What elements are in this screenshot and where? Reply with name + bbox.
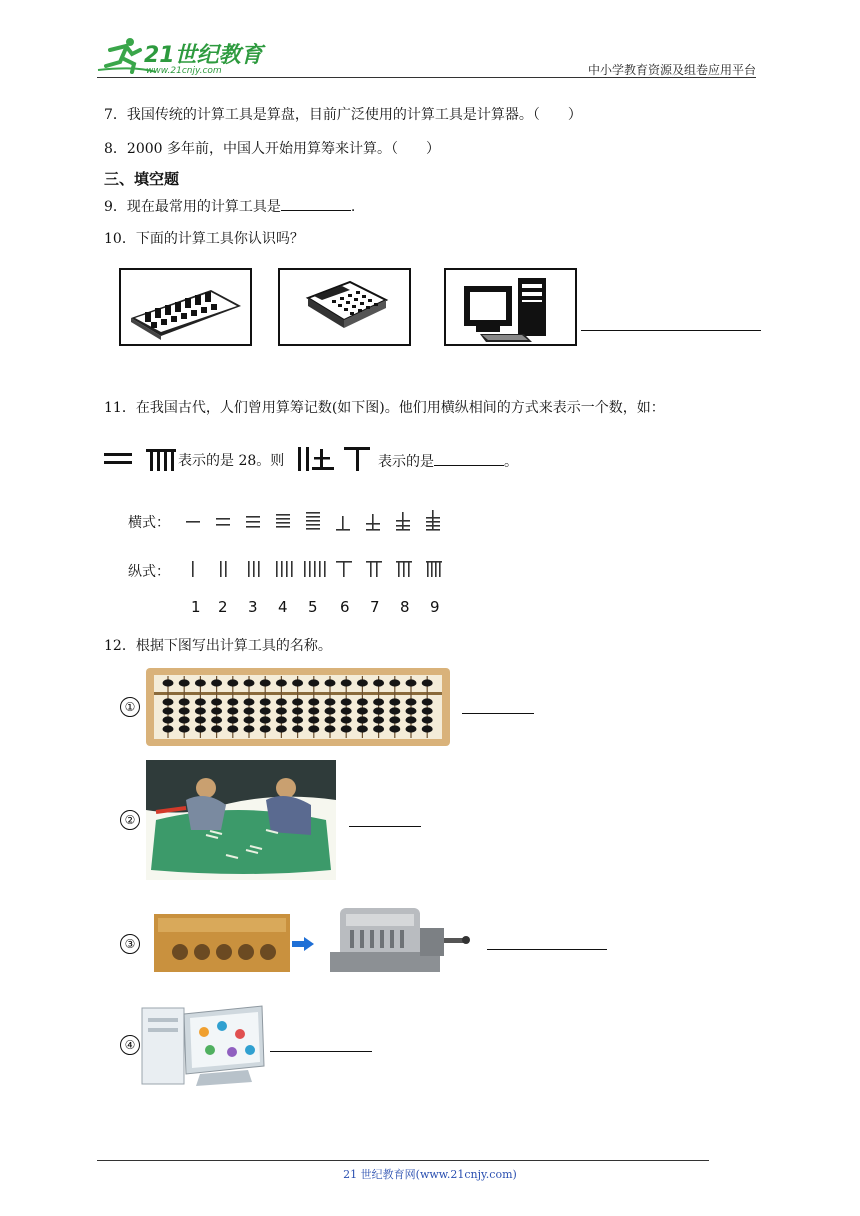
- section-title-fill-in: 三、填空题: [104, 170, 180, 188]
- digit-5: 5: [308, 598, 318, 616]
- horizontal-row-label: 横式：: [128, 515, 170, 531]
- ancient-scene-icon: [146, 760, 336, 880]
- digit-7: 7: [370, 598, 380, 616]
- counting-rods-scene: [146, 760, 336, 880]
- counting-rods-28-icon: [104, 445, 179, 475]
- computer-icon: [446, 270, 575, 344]
- item-number-3: ③: [120, 934, 140, 954]
- abacus-photo-icon: [146, 668, 450, 746]
- item-number-4: ④: [120, 1035, 140, 1055]
- answer-line-12-3[interactable]: [487, 949, 607, 950]
- digit-4: 4: [278, 598, 288, 616]
- logo-url: www.21cnjy.com: [146, 66, 222, 76]
- question-9-text: 9．现在最常用的计算工具是: [104, 199, 281, 215]
- abacus-picture: [119, 268, 252, 346]
- question-11-end: [378, 451, 518, 472]
- horizontal-rods-icon: [180, 508, 450, 536]
- vertical-rods-icon: [180, 556, 450, 584]
- answer-line-12-2[interactable]: [349, 826, 421, 827]
- counting-rods-question-icon: [296, 443, 378, 475]
- computer-picture: [444, 268, 577, 346]
- digit-8: 8: [400, 598, 410, 616]
- question-11-end-text: 表示的是: [378, 454, 434, 470]
- vertical-row-label: 纵式：: [128, 564, 170, 580]
- header-divider: [97, 77, 756, 78]
- item-number-1: ①: [120, 697, 140, 717]
- horizontal-rods: [180, 508, 450, 536]
- mechanical-calculator-photo: [320, 902, 470, 978]
- vertical-rods: [180, 556, 450, 584]
- abacus-icon: [121, 270, 250, 344]
- calculator-icon: [280, 270, 409, 344]
- pascaline-icon: [154, 914, 290, 972]
- answer-blank-11[interactable]: [434, 451, 504, 466]
- question-11-period: 。: [504, 454, 518, 470]
- digit-6: 6: [340, 598, 350, 616]
- footer-divider: [97, 1160, 709, 1161]
- desktop-computer-icon: [140, 1004, 266, 1088]
- answer-line-10[interactable]: [581, 330, 761, 331]
- item-number-2: ②: [120, 810, 140, 830]
- question-11: 11．在我国古代，人们曾用算筹记数(如下图)。他们用横纵相间的方式来表示一个数，如：: [104, 400, 665, 416]
- answer-line-12-1[interactable]: [462, 713, 534, 714]
- question-12: 12．根据下图写出计算工具的名称。: [104, 638, 332, 654]
- digit-1: 1: [191, 598, 201, 616]
- arrow-icon: [292, 936, 314, 950]
- logo-title: 21世纪教育: [144, 43, 263, 68]
- computer-photo: [140, 1004, 266, 1088]
- calculator-picture: [278, 268, 411, 346]
- answer-blank-9[interactable]: [281, 196, 351, 211]
- mechanical-calculator-icon: [320, 902, 470, 978]
- question-9: [104, 196, 355, 217]
- question-8: 8．2000 多年前，中国人开始用算筹来计算。（ ）: [104, 141, 440, 157]
- footer-text: 21 世纪教育网(www.21cnjy.com): [343, 1168, 517, 1181]
- answer-line-12-4[interactable]: [270, 1051, 372, 1052]
- question-11-mid: 表示的是 28。则: [178, 453, 285, 469]
- rod-question-number: [296, 443, 378, 475]
- digit-3: 3: [248, 598, 258, 616]
- digit-row: [186, 598, 456, 618]
- question-7: 7．我国传统的计算工具是算盘，目前广泛使用的计算工具是计算器。（ ）: [104, 107, 582, 123]
- question-9-end: .: [350, 199, 356, 215]
- digit-2: 2: [218, 598, 228, 616]
- pascaline-photo: [154, 914, 290, 972]
- abacus-photo: [146, 668, 450, 746]
- digit-9: 9: [430, 598, 440, 616]
- platform-name: 中小学教育资源及组卷应用平台: [587, 63, 756, 77]
- question-10: 10．下面的计算工具你认识吗？: [104, 231, 304, 247]
- rod-example-28: [104, 445, 179, 475]
